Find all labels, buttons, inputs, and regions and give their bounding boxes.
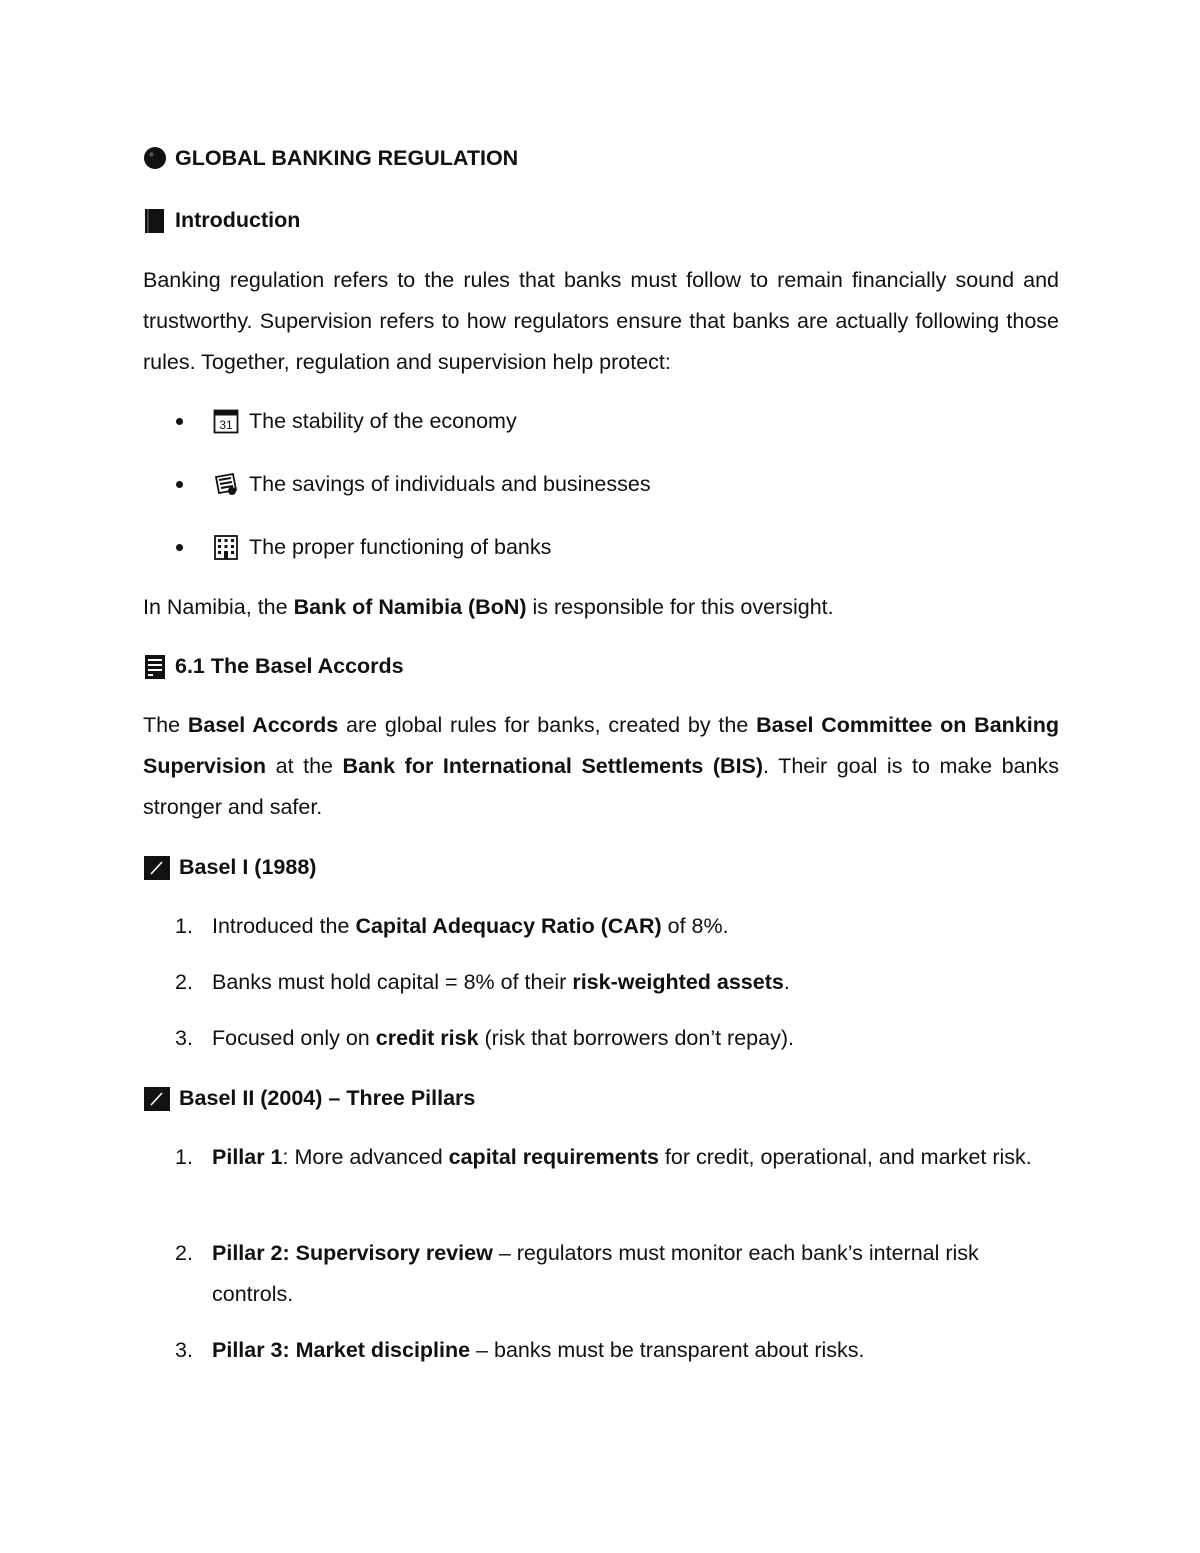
intro-heading-text: Introduction	[175, 207, 301, 232]
bold-run: Basel Accords	[187, 713, 339, 737]
list-item	[143, 531, 1043, 563]
bold-run: risk-weighted assets	[572, 970, 784, 994]
text-run: (risk that borrowers don’t repay).	[478, 1026, 794, 1050]
bon-sentence	[143, 592, 1059, 622]
text-run: .	[783, 970, 790, 994]
list-number: 1.	[175, 914, 193, 938]
list-item	[175, 906, 1059, 947]
list-item	[175, 1330, 1059, 1371]
calendar-icon	[213, 408, 239, 434]
black-circle-icon	[143, 146, 167, 170]
text-run: – banks must be transparent about risks.	[470, 1338, 865, 1362]
bullet-text: The stability of the economy	[249, 408, 517, 433]
bullet-dot	[176, 418, 183, 425]
text-run: Introduced the	[212, 914, 356, 938]
list-item	[143, 468, 1043, 500]
intro-paragraph: Banking regulation refers to the rules that banks must follow to remain financially sound and trustworthy. Supervision refers to how regulators ensure that banks are actually following those rules. Together, regulation and supervision help protect:	[143, 268, 1059, 374]
list-item	[175, 962, 1059, 1003]
text-run: – regulators must monitor each bank’s internal risk controls.	[212, 1241, 979, 1306]
document-title	[143, 142, 1059, 174]
basel-1-heading	[143, 851, 1059, 883]
bullet-text: The proper functioning of banks	[249, 534, 552, 559]
bold-run: Pillar 2: Supervisory review	[212, 1241, 493, 1265]
list-number: 3.	[175, 1338, 193, 1362]
bold-run: Pillar 3: Market discipline	[212, 1338, 471, 1362]
basel-2-heading	[143, 1082, 1059, 1114]
notebook-icon	[143, 654, 167, 678]
pencil-icon	[143, 855, 171, 879]
text-run: at the	[266, 754, 343, 778]
text-run: Banks must hold capital = 8% of their	[212, 970, 573, 994]
bold-run: Pillar 1	[212, 1145, 283, 1169]
bullet-dot	[176, 481, 183, 488]
bon-bold: Bank of Namibia (BoN)	[293, 595, 527, 619]
building-icon	[213, 534, 239, 560]
bold-run: capital requirements	[448, 1145, 659, 1169]
basel-accords-heading	[143, 650, 1059, 682]
basel-accords-heading-text: 6.1 The Basel Accords	[175, 653, 404, 678]
list-item	[143, 405, 1043, 437]
bold-run: credit risk	[375, 1026, 479, 1050]
list-item	[175, 1018, 1059, 1059]
list-item	[175, 1233, 1059, 1315]
bullet-text: The savings of individuals and businesses	[249, 471, 651, 496]
bon-post: is responsible for this oversight.	[526, 595, 834, 619]
text-run: are global rules for banks, created by the	[338, 713, 757, 737]
book-icon	[143, 208, 167, 232]
bold-run: Capital Adequacy Ratio (CAR)	[355, 914, 662, 938]
list-number: 1.	[175, 1145, 193, 1169]
basel-1-heading-text: Basel I (1988)	[179, 854, 317, 879]
list-number: 3.	[175, 1026, 193, 1050]
title-text: GLOBAL BANKING REGULATION	[175, 145, 519, 170]
list-item	[175, 1137, 1059, 1178]
bold-run: Basel Committee on Banking Supervision	[143, 713, 1059, 778]
basel-accords-paragraph	[143, 705, 1059, 828]
money-icon	[213, 471, 239, 497]
bullet-dot	[176, 544, 183, 551]
pencil-icon	[143, 1086, 171, 1110]
text-run: : More advanced	[282, 1145, 449, 1169]
text-run: for credit, operational, and market risk.	[658, 1145, 1032, 1169]
text-run: . Their goal is to make banks stronger and safer.	[143, 754, 1059, 819]
text-run: The	[143, 713, 188, 737]
list-number: 2.	[175, 1241, 193, 1265]
text-run: of 8%.	[661, 914, 729, 938]
list-number: 2.	[175, 970, 193, 994]
calendar-day-text: 31	[219, 418, 233, 432]
basel-2-heading-text: Basel II (2004) – Three Pillars	[179, 1085, 476, 1110]
bon-pre: In Namibia, the	[143, 595, 294, 619]
text-run: Focused only on	[212, 1026, 376, 1050]
bold-run: Bank for International Settlements (BIS)	[342, 754, 764, 778]
intro-heading	[143, 204, 1059, 236]
